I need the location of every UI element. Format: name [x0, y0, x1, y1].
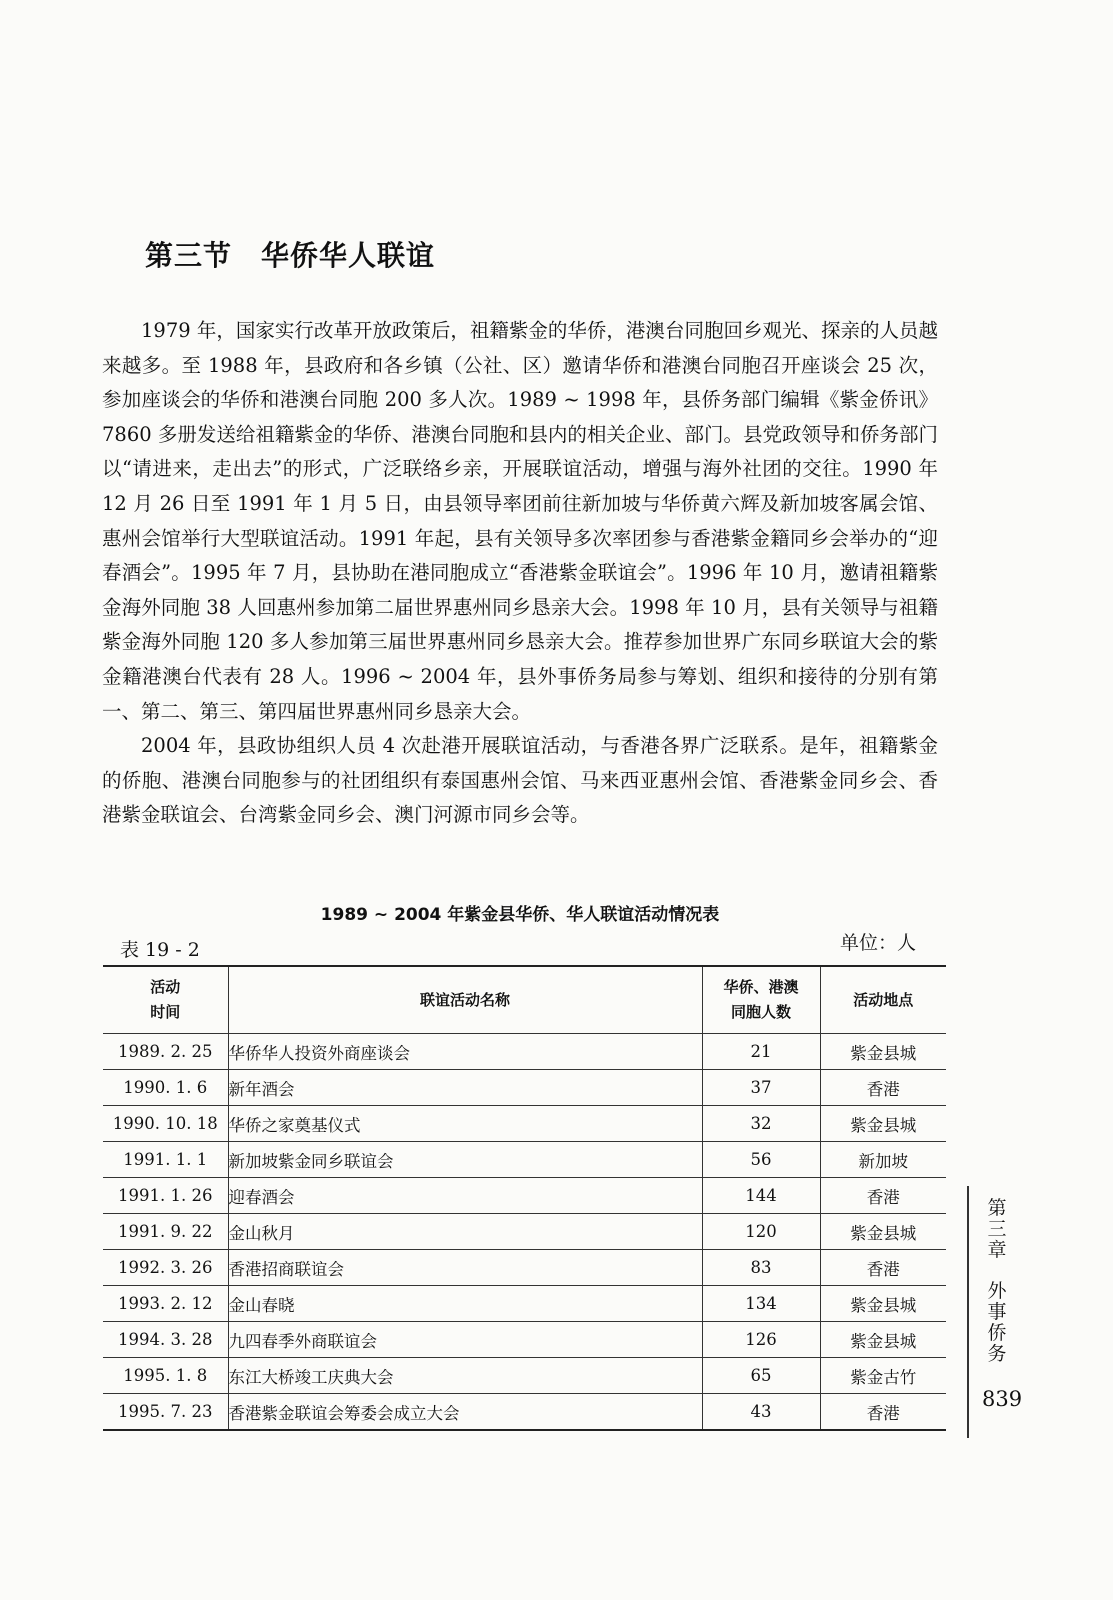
- header-count-line1: 华侨、港澳: [723, 978, 799, 996]
- cell-count: 144: [702, 1178, 820, 1214]
- table-unit: 单位：人: [840, 932, 917, 954]
- chapter-title-char: 事: [987, 1301, 1007, 1323]
- cell-place: 紫金县城: [820, 1034, 946, 1070]
- header-date-line1: 活动: [150, 978, 181, 996]
- table-row: [103, 1250, 946, 1286]
- cell-place: 香港: [820, 1394, 946, 1431]
- section-title: 第三节 华侨华人联谊: [145, 239, 436, 272]
- cell-place: 紫金县城: [820, 1106, 946, 1142]
- table-row: [103, 1322, 946, 1358]
- cell-count: 56: [702, 1142, 820, 1178]
- cell-date: 1994. 3. 28: [103, 1322, 228, 1358]
- cell-count: 126: [702, 1322, 820, 1358]
- table-header-row: [103, 966, 946, 1034]
- cell-name: 香港紫金联谊会筹委会成立大会: [228, 1394, 702, 1431]
- margin-rule: [967, 1186, 969, 1438]
- table-row: [103, 1070, 946, 1106]
- cell-date: 1991. 9. 22: [103, 1214, 228, 1250]
- cell-name: 香港招商联谊会: [228, 1250, 702, 1286]
- header-place: 活动地点: [820, 966, 946, 1034]
- body-text: [102, 314, 938, 833]
- cell-name: 新加坡紫金同乡联谊会: [228, 1142, 702, 1178]
- cell-place: 香港: [820, 1178, 946, 1214]
- cell-name: 九四春季外商联谊会: [228, 1322, 702, 1358]
- chapter-title-char: 外: [987, 1280, 1007, 1302]
- cell-name: 东江大桥竣工庆典大会: [228, 1358, 702, 1394]
- label-gap: [985, 1261, 1009, 1281]
- cell-count: 65: [702, 1358, 820, 1394]
- table-row: [103, 1106, 946, 1142]
- cell-date: 1991. 1. 26: [103, 1178, 228, 1214]
- page-number: 839: [982, 1387, 1023, 1411]
- table-row: [103, 1142, 946, 1178]
- cell-name: 迎春酒会: [228, 1178, 702, 1214]
- cell-count: 83: [702, 1250, 820, 1286]
- cell-place: 香港: [820, 1250, 946, 1286]
- cell-date: 1991. 1. 1: [103, 1142, 228, 1178]
- cell-date: 1989. 2. 25: [103, 1034, 228, 1070]
- cell-name: 华侨华人投资外商座谈会: [228, 1034, 702, 1070]
- cell-name: 金山秋月: [228, 1214, 702, 1250]
- chapter-char: 三: [987, 1218, 1007, 1240]
- cell-date: 1993. 2. 12: [103, 1286, 228, 1322]
- table-row: [103, 1358, 946, 1394]
- activities-table: [103, 965, 946, 1431]
- cell-place: 新加坡: [820, 1142, 946, 1178]
- table-row: [103, 1394, 946, 1431]
- cell-count: 43: [702, 1394, 820, 1431]
- chapter-char: 第: [987, 1197, 1007, 1219]
- chapter-side-label: [985, 1198, 1009, 1365]
- cell-count: 21: [702, 1034, 820, 1070]
- table-row: [103, 1178, 946, 1214]
- cell-date: 1990. 10. 18: [103, 1106, 228, 1142]
- header-date: [103, 966, 228, 1034]
- cell-count: 32: [702, 1106, 820, 1142]
- chapter-title-char: 务: [987, 1343, 1007, 1365]
- table-row: [103, 1214, 946, 1250]
- cell-name: 华侨之家奠基仪式: [228, 1106, 702, 1142]
- cell-count: 37: [702, 1070, 820, 1106]
- cell-date: 1992. 3. 26: [103, 1250, 228, 1286]
- chapter-char: 章: [987, 1239, 1007, 1261]
- header-name: 联谊活动名称: [228, 966, 702, 1034]
- table-code: 表 19 - 2: [120, 939, 200, 961]
- cell-count: 134: [702, 1286, 820, 1322]
- cell-place: 紫金古竹: [820, 1358, 946, 1394]
- table-row: [103, 1034, 946, 1070]
- cell-name: 新年酒会: [228, 1070, 702, 1106]
- cell-place: 紫金县城: [820, 1322, 946, 1358]
- cell-date: 1995. 1. 8: [103, 1358, 228, 1394]
- paragraph: 2004 年，县政协组织人员 4 次赴港开展联谊活动，与香港各界广泛联系。是年，祖籍紫金的侨胞、港澳台同胞参与的社团组织有泰国惠州会馆、马来西亚惠州会馆、香港紫金同乡会、香港紫金联谊会、台湾紫金同乡会、澳门河源市同乡会等。: [102, 734, 938, 827]
- cell-count: 120: [702, 1214, 820, 1250]
- cell-place: 紫金县城: [820, 1214, 946, 1250]
- chapter-title-char: 侨: [987, 1322, 1007, 1344]
- paragraph: 1979 年，国家实行改革开放政策后，祖籍紫金的华侨，港澳台同胞回乡观光、探亲的人员越来越多。至 1988 年，县政府和各乡镇（公社、区）邀请华侨和港澳台同胞召开座谈会 25 次，参加座谈会的华侨和港澳台同胞 200 多人次。1989 ~ 1998 年，县侨务部门编辑《紫金侨讯》7860 多册发送给祖籍紫金的华侨、港澳台同胞和县内的相关企业、部门。县党政领导和侨务部门以“请进来，走出去”的形式，广泛联络乡亲，开展联谊活动，增强与海外社团的交往。1990 年 12 月 26 日至 1991 年 1 月 5 日，由县领导率团前往新加坡与华侨黄六辉及新加坡客属会馆、惠州会馆举行大型联谊活动。1991 年起，县有关领导多次率团参与香港紫金籍同乡会举办的“迎春酒会”。1995 年 7 月，县协助在港同胞成立“香港紫金联谊会”。1996 年 10 月，邀请祖籍紫金海外同胞 38 人回惠州参加第二届世界惠州同乡恳亲大会。1998 年 10 月，县有关领导与祖籍紫金海外同胞 120 多人参加第三届世界惠州同乡恳亲大会。推荐参加世界广东同乡联谊大会的紫金籍港澳台代表有 28 人。1996 ~ 2004 年，县外事侨务局参与筹划、组织和接待的分别有第一、第二、第三、第四届世界惠州同乡恳亲大会。: [102, 319, 938, 723]
- table-row: [103, 1286, 946, 1322]
- header-count: [702, 966, 820, 1034]
- cell-place: 紫金县城: [820, 1286, 946, 1322]
- cell-name: 金山春晓: [228, 1286, 702, 1322]
- table-title: 1989 ~ 2004 年紫金县华侨、华人联谊活动情况表: [320, 905, 720, 925]
- header-date-line2: 时间: [150, 1003, 181, 1021]
- cell-place: 香港: [820, 1070, 946, 1106]
- cell-date: 1990. 1. 6: [103, 1070, 228, 1106]
- cell-date: 1995. 7. 23: [103, 1394, 228, 1431]
- header-count-line2: 同胞人数: [730, 1003, 791, 1021]
